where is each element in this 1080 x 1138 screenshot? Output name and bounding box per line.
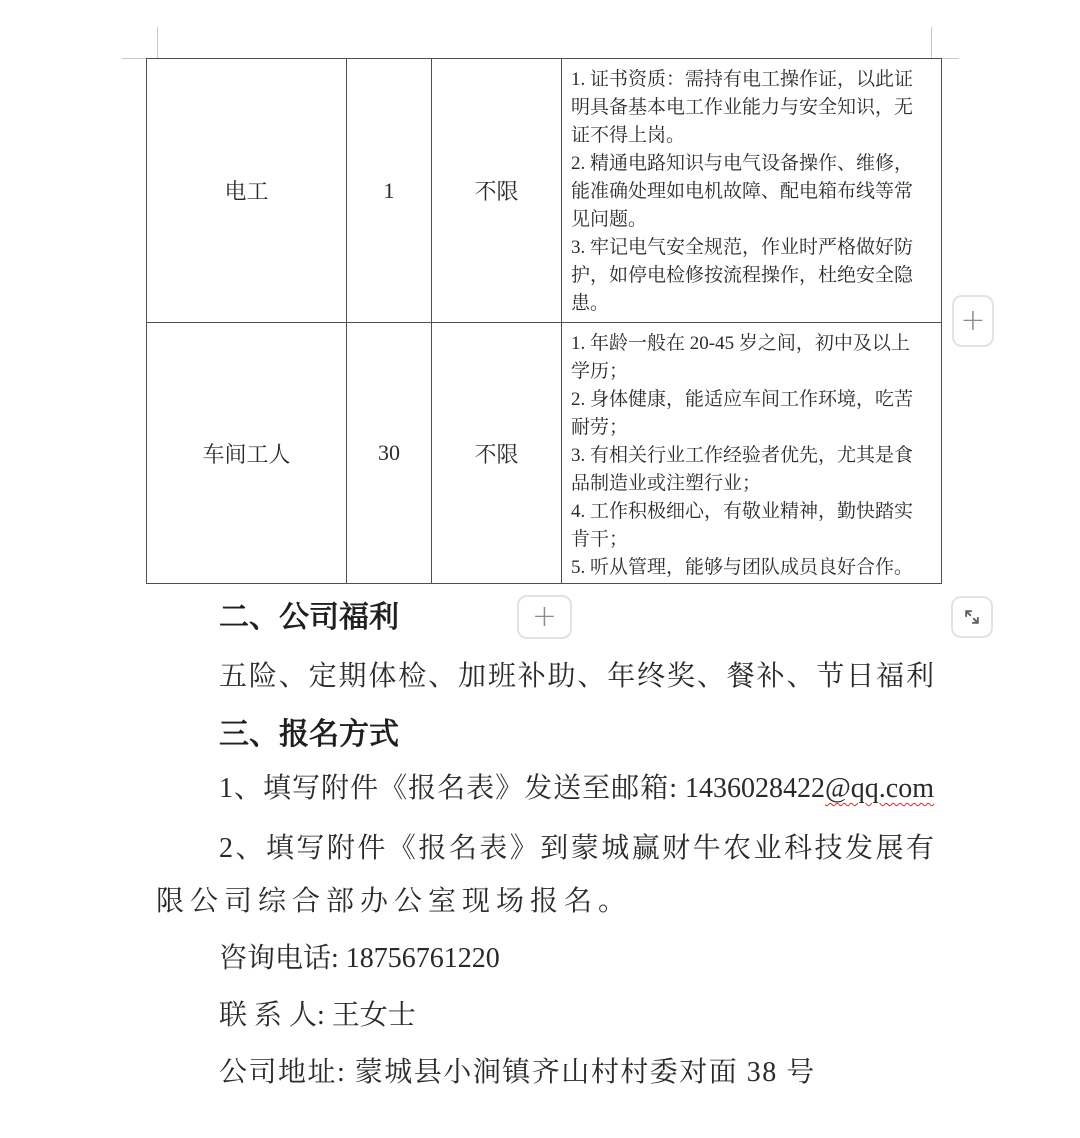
table-cell-position: 电工 (147, 59, 347, 323)
plus-icon: + (531, 599, 558, 634)
table-cell-position: 车间工人 (147, 323, 347, 583)
margin-mark-top-right-horizontal (941, 58, 959, 59)
apply-method-1 (219, 769, 934, 809)
address-line: 公司地址: 蒙城县小涧镇齐山村村委对面 38 号 (219, 1057, 816, 1088)
margin-mark-top-left-vertical (157, 27, 158, 59)
requirement-line: 肯干； (571, 529, 629, 550)
table-cell-requirements (562, 59, 941, 323)
insert-paragraph-button[interactable] (517, 595, 572, 639)
apply-heading: 三、报名方式 (219, 718, 399, 751)
requirement-line: 明具备基本电工作业能力与安全知识，无 (571, 97, 914, 118)
requirement-line: 品制造业或注塑行业； (571, 473, 762, 494)
table-cell-requirements (562, 323, 941, 583)
margin-mark-top-left-horizontal (122, 58, 147, 59)
requirement-line: 能准确处理如电机故障、配电箱布线等常 (571, 181, 914, 202)
requirement-line: 2. 精通电路知识与电气设备操作、维修， (571, 153, 914, 174)
benefits-text: 五险、定期体检、加班补助、年终奖、餐补、节日福利 (219, 661, 934, 692)
expand-button[interactable] (951, 596, 993, 638)
table-cell-gender: 不限 (432, 59, 562, 323)
requirement-line: 4. 工作积极细心，有敬业精神，勤快踏实 (571, 501, 914, 522)
email-user: 1436028422 (685, 773, 825, 804)
benefits-heading: 二、公司福利 (219, 601, 399, 634)
apply-method-2-line2: 限公司综合部办公室现场报名。 (156, 886, 633, 917)
expand-icon (962, 607, 982, 627)
requirement-line: 患。 (571, 293, 610, 314)
table-cell-count: 1 (347, 59, 432, 323)
requirement-line: 5. 听从管理，能够与团队成员良好合作。 (571, 557, 914, 578)
table-cell-gender: 不限 (432, 323, 562, 583)
requirement-line: 1. 年龄一般在 20-45 岁之间，初中及以上 (571, 333, 910, 354)
requirement-line: 1. 证书资质：需持有电工操作证，以此证 (571, 69, 914, 90)
margin-mark-top-right-vertical (931, 27, 932, 58)
requirement-line: 耐劳； (571, 417, 629, 438)
plus-icon: + (960, 303, 986, 338)
requirement-line: 2. 身体健康，能适应车间工作环境，吃苦 (571, 389, 914, 410)
apply-method-2-line1: 2、填写附件《报名表》到蒙城赢财牛农业科技发展有 (219, 833, 934, 864)
contact-line: 联 系 人: 王女士 (219, 1000, 416, 1031)
requirement-line: 3. 有相关行业工作经验者优先，尤其是食 (571, 445, 914, 466)
requirement-line: 证不得上岗。 (571, 125, 686, 146)
apply-method-1-text: 1、填写附件《报名表》发送至邮箱: (219, 773, 685, 804)
requirement-line: 3. 牢记电气安全规范，作业时严格做好防 (571, 237, 914, 258)
email-domain: @qq.com (825, 773, 934, 804)
table-cell-count: 30 (347, 323, 432, 583)
insert-row-button[interactable] (952, 295, 994, 347)
requirement-line: 见问题。 (571, 209, 648, 230)
phone-line: 咨询电话: 18756761220 (219, 943, 500, 974)
requirement-line: 护，如停电检修按流程操作，杜绝安全隐 (571, 265, 914, 286)
jobs-table (146, 58, 942, 584)
requirement-line: 学历； (571, 361, 629, 382)
